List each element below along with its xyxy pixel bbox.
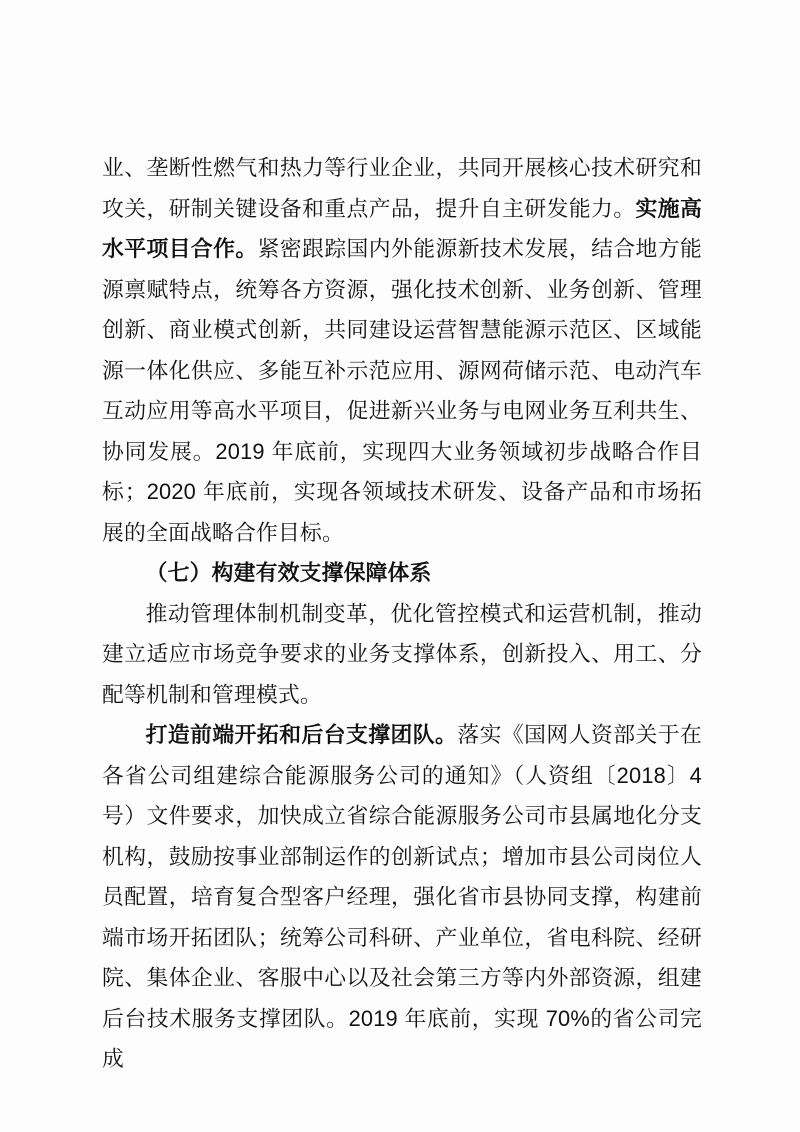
bold-text-segment: 打造前端开拓和后台支撑团队。: [145, 722, 458, 747]
para-team-building: [102, 715, 702, 1080]
text-segment: 业、垄断性燃气和热力等行业企业，共同开展核心技术研究和攻关，研制关键设备和重点产品，提升自主研发能力。: [102, 155, 702, 221]
para-mechanism-reform: [102, 594, 702, 716]
text-segment: 推动管理体制机制变革，优化管控模式和运营机制，推动建立适应市场竞争要求的业务支撑体系，创新投入、用工、分配等机制和管理模式。: [102, 600, 702, 707]
text-segment: 落实《国网人资部关于在各省公司组建综合能源服务公司的通知》（人资组〔2018〕4号）文件要求，加快成立省综合能源服务公司市县属地化分支机构，鼓励按事业部制运作的创新试点；增加市县公司岗位人员配置，培育复合型客户经理，强化省市县协同支撑，构建前端市场开拓团队；统筹公司科研、产业单位，省电科院、经研院、集体企业、客服中心以及社会第三方等内外部资源，组建后台技术服务支撑团队。2019 年底前，实现 70%的省公司完成: [102, 722, 702, 1071]
para-industry-cooperation: [102, 148, 702, 553]
document-text-area: [102, 148, 702, 1080]
heading-section-seven: [102, 553, 702, 594]
bold-text-segment: （七）构建有效支撑保障体系: [145, 560, 432, 585]
text-segment: 紧密跟踪国内外能源新技术发展，结合地方能源禀赋特点，统筹各方资源，强化技术创新、业务创新、管理创新、商业模式创新，共同建设运营智慧能源示范区、区域能源一体化供应、多能互补示范应用、源网荷储示范、电动汽车互动应用等高水平项目，促进新兴业务与电网业务互利共生、协同发展。2019 年底前，实现四大业务领域初步战略合作目标；2020 年底前，实现各领域技术研发、设备产品和市场拓展的全面战略合作目标。: [102, 236, 702, 545]
bold-text-segment: 实施高水平项目合作。: [102, 195, 702, 261]
